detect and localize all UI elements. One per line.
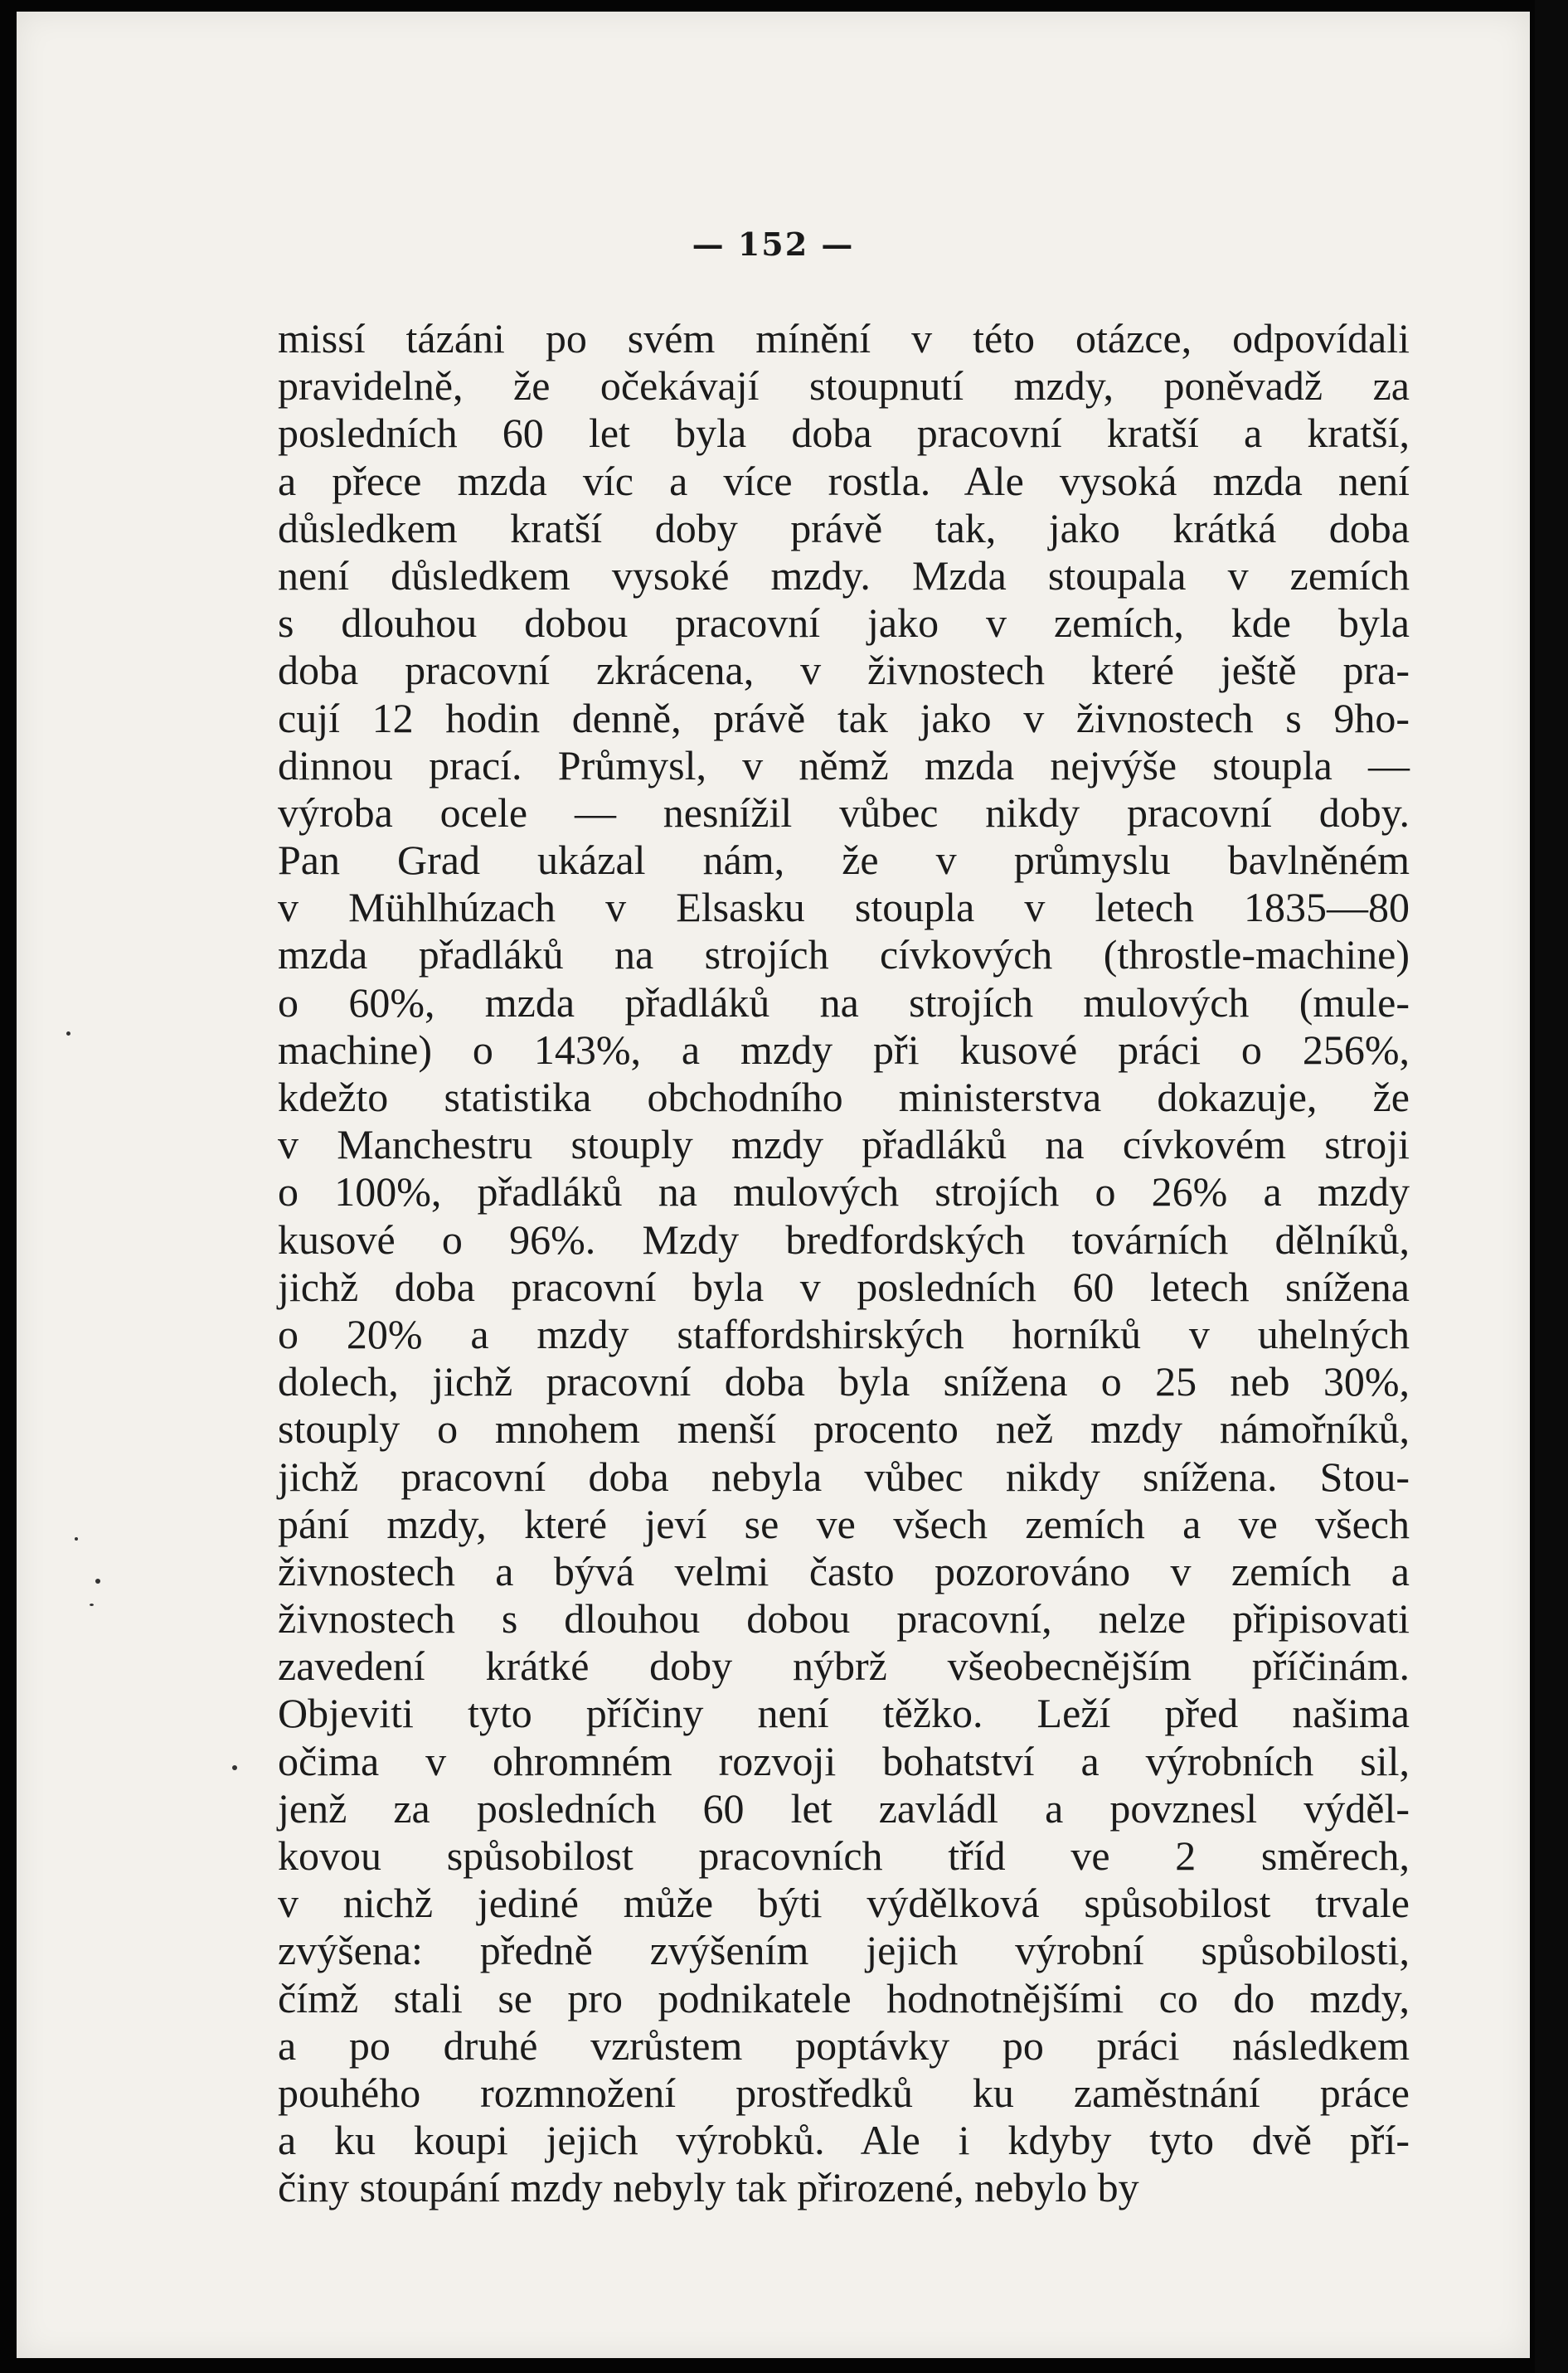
text-line: o 20% a mzdy staffordshirských horníků v uhelných xyxy=(278,1310,1410,1357)
text-line: s dlouhou dobou pracovní jako v zemích, kde byla xyxy=(278,599,1410,647)
text-line: kdežto statistika obchodního ministerstva dokazuje, že xyxy=(278,1074,1410,1120)
margin-speck xyxy=(90,1604,94,1606)
page-number: — 152 — xyxy=(692,226,855,263)
text-line: missí tázáni po svém mínění v této otázce, odpovídali xyxy=(278,315,1410,362)
text-line: a ku koupi jejich výrobků. Ale i kdyby tyto dvě pří- xyxy=(278,2117,1410,2164)
text-line: kusové o 96%. Mzdy bredfordských továrních dělníků, xyxy=(278,1216,1410,1263)
book-page xyxy=(17,12,1530,2358)
text-line: zavedení krátké doby nýbrž všeobecnějším příčinám. xyxy=(278,1643,1410,1690)
text-line: Objeviti tyto příčiny není těžko. Leží před našima xyxy=(278,1690,1410,1737)
text-line: v Mühlhúzach v Elsasku stoupla v letech 1835—80 xyxy=(278,884,1410,931)
margin-speck xyxy=(232,1765,237,1770)
margin-speck xyxy=(95,1579,100,1584)
text-line: stouply o mnohem menší procento než mzdy námořníků, xyxy=(278,1405,1410,1453)
text-line: o 60%, mzda přadláků na strojích mulových (mule- xyxy=(278,978,1410,1026)
text-line: jichž doba pracovní byla v posledních 60 letech snížena xyxy=(278,1263,1410,1310)
text-line: jichž pracovní doba nebyla vůbec nikdy snížena. Stou- xyxy=(278,1453,1410,1500)
text-line: pravidelně, že očekávají stoupnutí mzdy, poněvadž za xyxy=(278,362,1410,410)
text-line: mzda přadláků na strojích cívkových (throstle-machine) xyxy=(278,931,1410,978)
text-line: v Manchestru stouply mzdy přadláků na cívkovém stroji xyxy=(278,1121,1410,1168)
text-line: a přece mzda víc a více rostla. Ale vysoká mzda není xyxy=(278,457,1410,504)
text-line: dinnou prací. Průmysl, v němž mzda nejvýše stoupla — xyxy=(278,741,1410,789)
text-line: kovou spůsobilost pracovních tříd ve 2 směrech, xyxy=(278,1832,1410,1879)
margin-speck xyxy=(75,1537,78,1541)
text-line: pouhého rozmnožení prostředků ku zaměstnání práce xyxy=(278,2069,1410,2116)
text-line: o 100%, přadláků na mulových strojích o 26% a mzdy xyxy=(278,1168,1410,1216)
text-line: důsledkem kratší doby právě tak, jako krátká doba xyxy=(278,504,1410,551)
text-line: doba pracovní zkrácena, v živnostech které ještě pra- xyxy=(278,647,1410,694)
text-line: cují 12 hodin denně, právě tak jako v živnostech s 9ho- xyxy=(278,694,1410,741)
text-line: zvýšena: předně zvýšením jejich výrobní spůsobilosti, xyxy=(278,1927,1410,1974)
text-line: a po druhé vzrůstem poptávky po práci následkem xyxy=(278,2021,1410,2069)
text-line: dolech, jichž pracovní doba byla snížena o 25 neb 30%, xyxy=(278,1358,1410,1405)
text-line: v nichž jediné může býti výdělková spůsobilost trvale xyxy=(278,1880,1410,1927)
margin-speck xyxy=(66,1031,70,1036)
text-line: posledních 60 let byla doba pracovní kratší a kratší, xyxy=(278,410,1410,457)
body-text xyxy=(278,315,1410,2212)
text-line: machine) o 143%, a mzdy při kusové práci o 256%, xyxy=(278,1026,1410,1073)
text-line: pání mzdy, které jeví se ve všech zemích a ve všech xyxy=(278,1500,1410,1547)
text-line: živnostech a bývá velmi často pozorováno v zemích a xyxy=(278,1547,1410,1594)
text-line: očima v ohromném rozvoji bohatství a výrobních sil, xyxy=(278,1737,1410,1784)
text-line: jenž za posledních 60 let zavládl a povznesl výděl- xyxy=(278,1784,1410,1832)
text-line: živnostech s dlouhou dobou pracovní, nelze připisovati xyxy=(278,1595,1410,1643)
text-line: není důsledkem vysoké mzdy. Mzda stoupala v zemích xyxy=(278,551,1410,599)
text-line: Pan Grad ukázal nám, že v průmyslu bavlněném xyxy=(278,837,1410,884)
scan-edge xyxy=(1535,0,1568,2373)
text-line: čímž stali se pro podnikatele hodnotnějšími co do mzdy, xyxy=(278,1974,1410,2021)
text-line: činy stoupání mzdy nebyly tak přirozené, nebylo by xyxy=(278,2164,1139,2211)
text-line: výroba ocele — nesnížil vůbec nikdy pracovní doby. xyxy=(278,789,1410,836)
